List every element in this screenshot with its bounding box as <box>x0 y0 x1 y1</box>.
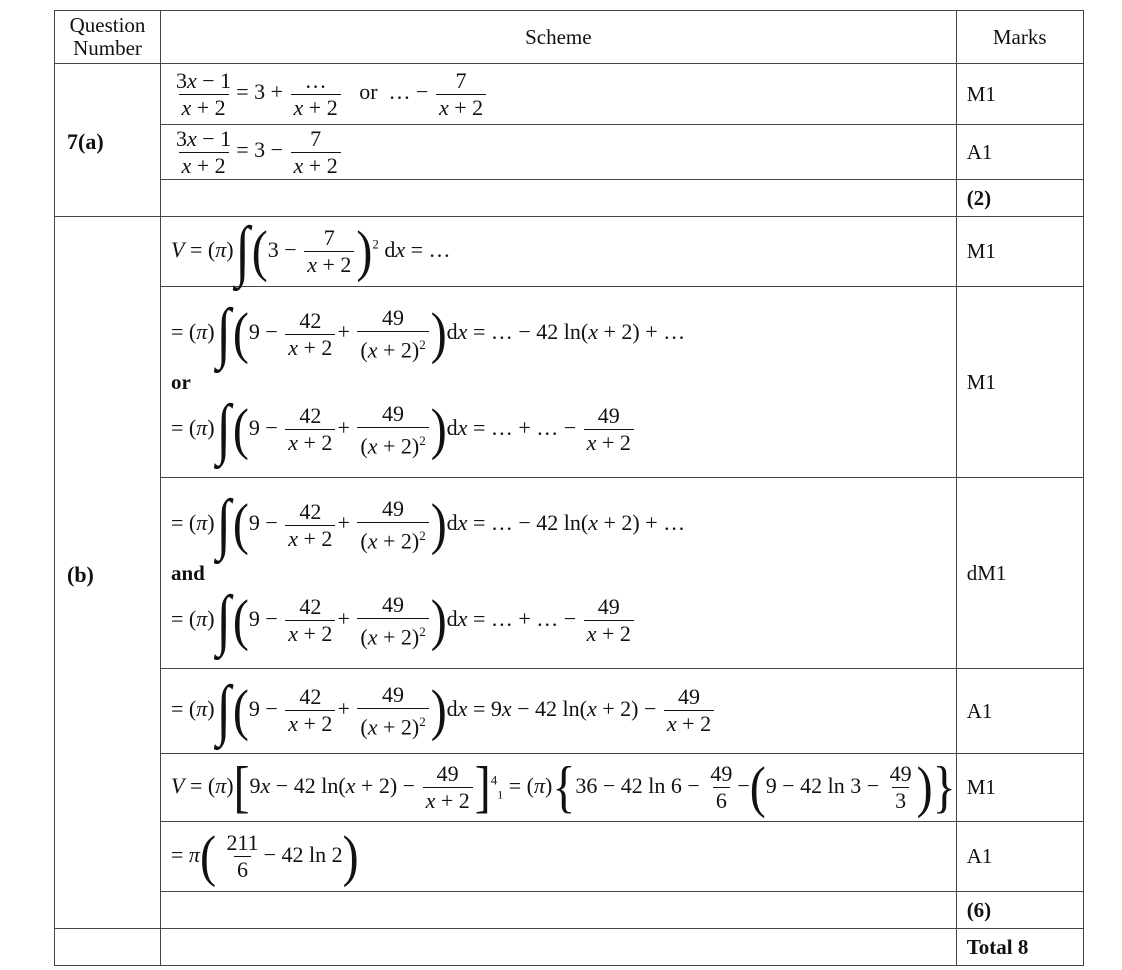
table-row <box>55 217 1084 287</box>
scheme-cell: $\frac{3x - 1}{x + 2}$ = 3 − $\frac{7}{x + 2}$ <box>161 125 957 180</box>
mark-cell: M1 <box>956 64 1083 125</box>
question-cell <box>55 929 161 966</box>
question-number-header: Question Number <box>55 11 161 64</box>
mark-cell: M1 <box>956 287 1083 478</box>
scheme-cell: V = (π)∫(3 − $\frac{7}{x + 2}$ )$^2$ dx = … <box>161 217 957 287</box>
table-row <box>55 754 1084 822</box>
connector-and: and <box>171 560 205 585</box>
question-label-a: 7(a) <box>55 64 161 217</box>
table-row <box>55 892 1084 929</box>
table-row <box>55 287 1084 478</box>
scheme-cell: $\frac{3x - 1}{x + 2}$ = 3 + $\frac{\dots}{x + 2}$ or … − $\frac{7}{x + 2}$ <box>161 64 957 125</box>
scheme-cell <box>161 180 957 217</box>
scheme-cell: = (π)∫(9 − $\frac{42}{x + 2}$ + $\frac{49}{(x + 2)^2}$ )dx = … − 42 ln(x + 2) + … and = (π)∫(9 − $\frac{42}{x + 2}$ + $\frac{49}{(x + 2)^2}$ )dx = … + … − $\frac{49}{x + 2}$ <box>161 478 957 669</box>
scheme-cell: V = (π)[9x − 42 ln(x + 2) − $\frac{49}{x + 2}$ ]$^4_1$ = (π){36 − 42 ln 6 − $\frac{49}{6}$ −(9 − 42 ln 3 − $\frac{49}{3}$ )} <box>161 754 957 822</box>
connector-or: or <box>171 369 191 394</box>
mark-scheme-table <box>54 10 1084 966</box>
or-word: or <box>359 79 378 105</box>
mark-cell: A1 <box>956 669 1083 754</box>
total-marks: Total 8 <box>956 929 1083 966</box>
table-row <box>55 478 1084 669</box>
header-row <box>55 11 1084 64</box>
scheme-cell: = (π)∫(9 − $\frac{42}{x + 2}$ + $\frac{49}{(x + 2)^2}$ )dx = … − 42 ln(x + 2) + … or = (π)∫(9 − $\frac{42}{x + 2}$ + $\frac{49}{(x + 2)^2}$ )dx = … + … − $\frac{49}{x + 2}$ <box>161 287 957 478</box>
mark-subtotal: (2) <box>956 180 1083 217</box>
table-row <box>55 125 1084 180</box>
table-row <box>55 180 1084 217</box>
table-row <box>55 929 1084 966</box>
table-row <box>55 64 1084 125</box>
mark-subtotal: (6) <box>956 892 1083 929</box>
mark-cell: A1 <box>956 125 1083 180</box>
mark-cell: A1 <box>956 822 1083 892</box>
scheme-cell: = π( $\frac{211}{6}$ − 42 ln 2) <box>161 822 957 892</box>
mark-cell: M1 <box>956 217 1083 287</box>
scheme-cell <box>161 892 957 929</box>
question-label-b: (b) <box>55 217 161 929</box>
table-row <box>55 822 1084 892</box>
table-row <box>55 669 1084 754</box>
mark-cell: M1 <box>956 754 1083 822</box>
scheme-cell <box>161 929 957 966</box>
scheme-header: Scheme <box>161 11 957 64</box>
scheme-cell: = (π)∫(9 − $\frac{42}{x + 2}$ + $\frac{49}{(x + 2)^2}$ )dx = 9x − 42 ln(x + 2) − $\frac{49}{x + 2}$ <box>161 669 957 754</box>
mark-cell: dM1 <box>956 478 1083 669</box>
marks-header: Marks <box>956 11 1083 64</box>
